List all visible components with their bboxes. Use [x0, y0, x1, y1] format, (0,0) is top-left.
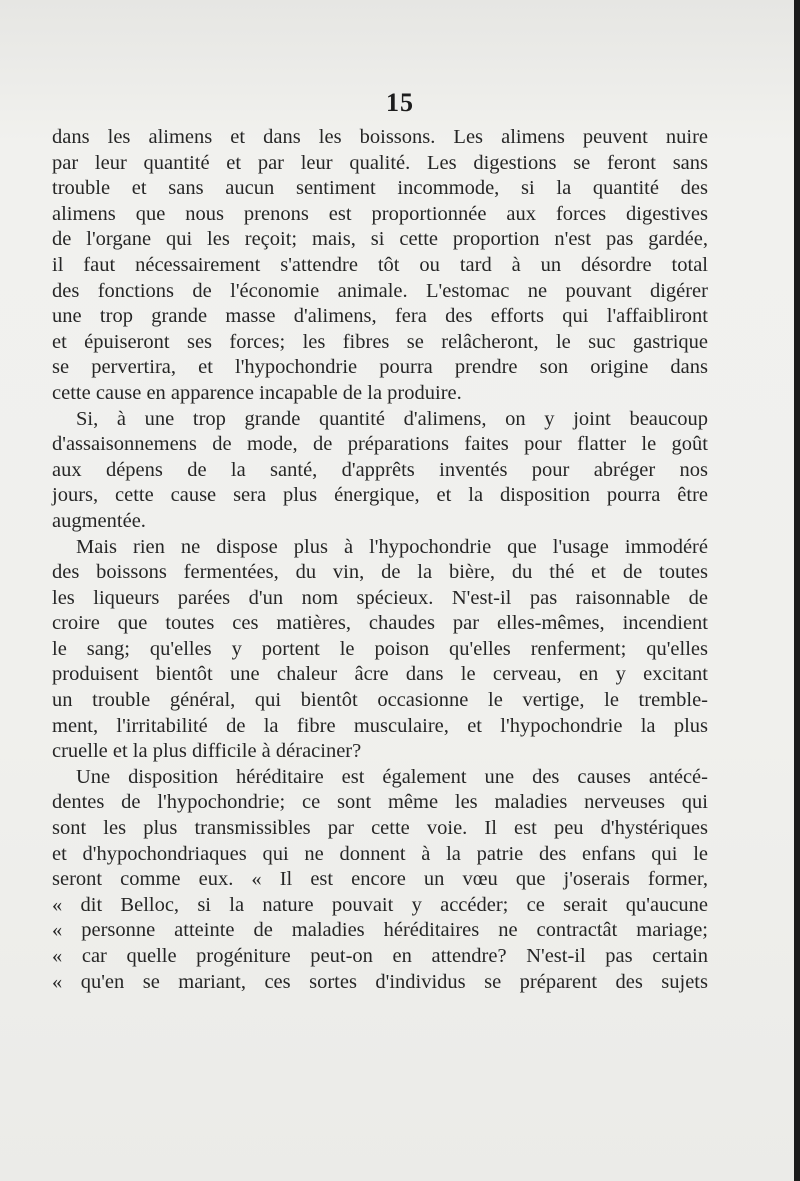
text-line: cette cause en apparence incapable de la produire.	[52, 381, 462, 404]
text-line: des fonctions de l'économie animale. L'estomac ne pouvant digérer	[52, 279, 708, 302]
text-line: dans les alimens et dans les boissons. Les alimens peuvent nuire	[52, 126, 708, 148]
text-line: se pervertira, et l'hypochondrie pourra prendre son origine dans	[52, 356, 708, 379]
body-text	[52, 125, 708, 995]
text-line: produisent bientôt une chaleur âcre dans le cerveau, en y excitant	[52, 663, 708, 686]
text-line: cruelle et la plus difficile à déraciner?	[52, 740, 362, 763]
text-line: un trouble général, qui bientôt occasionne le vertige, le tremble-	[52, 689, 708, 712]
text-line: trouble et sans aucun sentiment incommode, si la quantité des	[52, 177, 708, 200]
text-line: sont les plus transmissibles par cette voie. Il est peu d'hystériques	[52, 817, 708, 840]
text-line: une trop grande masse d'alimens, fera des efforts qui l'affaibliront	[52, 305, 708, 328]
text-line: de l'organe qui les reçoit; mais, si cette proportion n'est pas gardée,	[52, 228, 708, 251]
paragraph-1	[52, 125, 708, 407]
text-line: alimens que nous prenons est proportionnée aux forces digestives	[52, 202, 708, 225]
paragraph-2	[52, 407, 708, 535]
text-line: jours, cette cause sera plus énergique, et la disposition pourra être	[52, 484, 708, 507]
page-number: 15	[386, 88, 414, 117]
text-line: Si, à une trop grande quantité d'alimens, on y joint beaucoup	[76, 407, 708, 430]
text-line: les liqueurs parées d'un nom spécieux. N'est-il pas raisonnable de	[52, 586, 708, 609]
text-line: seront comme eux. « Il est encore un vœu que j'oserais former,	[52, 868, 708, 891]
text-line: augmentée.	[52, 509, 146, 532]
text-line: croire que toutes ces matières, chaudes par elles-mêmes, incendient	[52, 612, 708, 635]
text-line: et d'hypochondriaques qui ne donnent à la patrie des enfans qui le	[52, 842, 708, 865]
text-line: « dit Belloc, si la nature pouvait y accéder; ce serait qu'aucune	[52, 893, 708, 916]
text-line: il faut nécessairement s'attendre tôt ou tard à un désordre total	[52, 253, 708, 276]
text-line: Mais rien ne dispose plus à l'hypochondrie que l'usage immodéré	[76, 535, 708, 558]
text-line: « personne atteinte de maladies héréditaires ne contractât mariage;	[52, 919, 708, 942]
text-line: « car quelle progéniture peut-on en attendre? N'est-il pas certain	[52, 945, 708, 967]
paragraph-4	[52, 765, 708, 995]
text-line: par leur quantité et par leur qualité. Les digestions se feront sans	[52, 151, 708, 174]
text-line: et épuiseront ses forces; les fibres se relâcheront, le suc gastrique	[52, 330, 708, 353]
text-line: aux dépens de la santé, d'apprêts inventés pour abréger nos	[52, 458, 708, 481]
text-line: d'assaisonnemens de mode, de préparations faites pour flatter le goût	[52, 433, 708, 456]
text-line: le sang; qu'elles y portent le poison qu'elles renferment; qu'elles	[52, 637, 708, 660]
text-line: des boissons fermentées, du vin, de la bière, du thé et de toutes	[52, 561, 708, 584]
paragraph-3	[52, 535, 708, 765]
text-line: Une disposition héréditaire est également une des causes antécé-	[76, 765, 708, 788]
text-line: ment, l'irritabilité de la fibre musculaire, et l'hypochondrie la plus	[52, 714, 708, 737]
text-line: « qu'en se mariant, ces sortes d'individus se préparent des sujets	[52, 970, 708, 993]
page-edge-shadow	[794, 0, 800, 1181]
text-line: dentes de l'hypochondrie; ce sont même les maladies nerveuses qui	[52, 791, 708, 814]
